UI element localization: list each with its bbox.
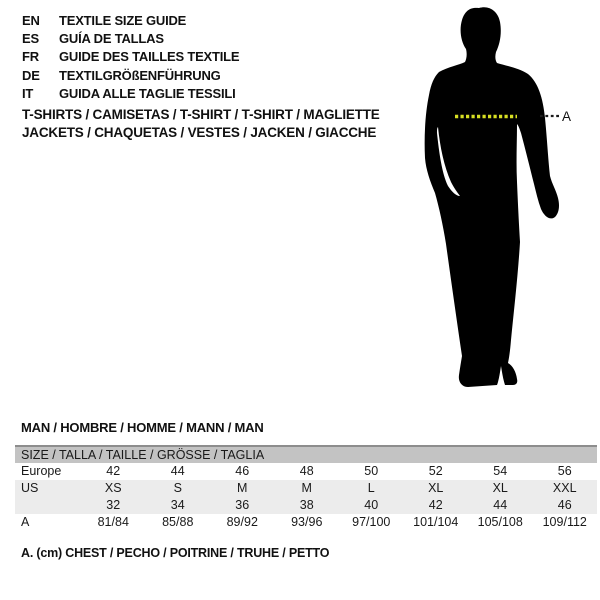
size-cell: 52 [428, 464, 443, 478]
size-cell: M [237, 481, 248, 495]
man-silhouette-figure [410, 0, 600, 400]
size-cell: 50 [364, 464, 379, 478]
language-label: TEXTILE SIZE GUIDE [59, 13, 187, 28]
language-label: TEXTILGRÖßENFÜHRUNG [59, 67, 221, 83]
size-cell: 40 [364, 498, 379, 512]
language-code: DE [22, 67, 40, 83]
size-cell: S [173, 481, 182, 495]
garment-type-lines [22, 106, 380, 141]
size-cell: XXL [552, 481, 577, 495]
garment-line-tshirts: T-SHIRTS / CAMISETAS / T-SHIRT / T-SHIRT / MAGLIETTE [22, 107, 380, 122]
language-row-en [22, 12, 239, 30]
size-cell: 54 [493, 464, 508, 478]
measure-label-a: A [562, 109, 572, 124]
size-cell: 42 [106, 464, 121, 478]
language-row-fr [22, 48, 239, 66]
size-cell: 38 [299, 498, 314, 512]
size-cell: 32 [106, 498, 121, 512]
size-cell: 44 [170, 464, 185, 478]
row-label: US [21, 481, 39, 495]
size-cell: 42 [428, 498, 443, 512]
table-row-chest-cm [15, 514, 597, 531]
language-label: GUIDE DES TAILLES TEXTILE [59, 49, 240, 65]
size-cell: 85/88 [162, 515, 194, 529]
size-cell: 89/92 [226, 515, 258, 529]
section-title: MAN / HOMBRE / HOMME / MANN / MAN [21, 420, 264, 435]
measurement-footnote: A. (cm) CHEST / PECHO / POITRINE / TRUHE / PETTO [21, 546, 330, 560]
language-row-it [22, 85, 239, 103]
size-cell: XL [492, 481, 508, 495]
size-cell: M [301, 481, 312, 495]
row-label: A [21, 515, 30, 529]
size-table-header: SIZE / TALLA / TAILLE / GRÖSSE / TAGLIA [15, 445, 597, 463]
size-cell: 109/112 [542, 515, 587, 529]
language-code: IT [22, 85, 34, 101]
man-silhouette [425, 7, 559, 387]
size-cell: 101/104 [413, 515, 459, 529]
size-table [15, 445, 597, 531]
size-cell: 93/96 [291, 515, 323, 529]
size-cell: 44 [493, 498, 508, 512]
size-cell: 56 [557, 464, 572, 478]
table-row-europe [15, 463, 597, 480]
row-label: Europe [21, 464, 62, 478]
size-cell: 46 [557, 498, 572, 512]
language-label: GUÍA DE TALLAS [59, 31, 164, 47]
size-cell: 48 [299, 464, 314, 478]
garment-line-jackets: JACKETS / CHAQUETAS / VESTES / JACKEN / GIACCHE [22, 124, 377, 140]
size-cell: 46 [235, 464, 250, 478]
language-code: EN [22, 13, 40, 28]
language-code: FR [22, 49, 39, 65]
size-cell: XL [428, 481, 444, 495]
size-cell: 81/84 [97, 515, 129, 529]
language-list [22, 12, 239, 103]
language-code: ES [22, 31, 39, 47]
size-cell: L [367, 481, 375, 495]
size-cell: 105/108 [477, 515, 523, 529]
size-cell: XS [104, 481, 122, 495]
size-cell: 36 [235, 498, 250, 512]
size-cell: 34 [170, 498, 185, 512]
size-cell: 97/100 [352, 515, 391, 529]
row-label [15, 497, 81, 514]
language-label: GUIDA ALLE TAGLIE TESSILI [59, 85, 236, 101]
table-row-us [15, 480, 597, 497]
language-row-es [22, 30, 239, 48]
table-row-us-numeric [15, 497, 597, 514]
language-row-de [22, 67, 239, 85]
